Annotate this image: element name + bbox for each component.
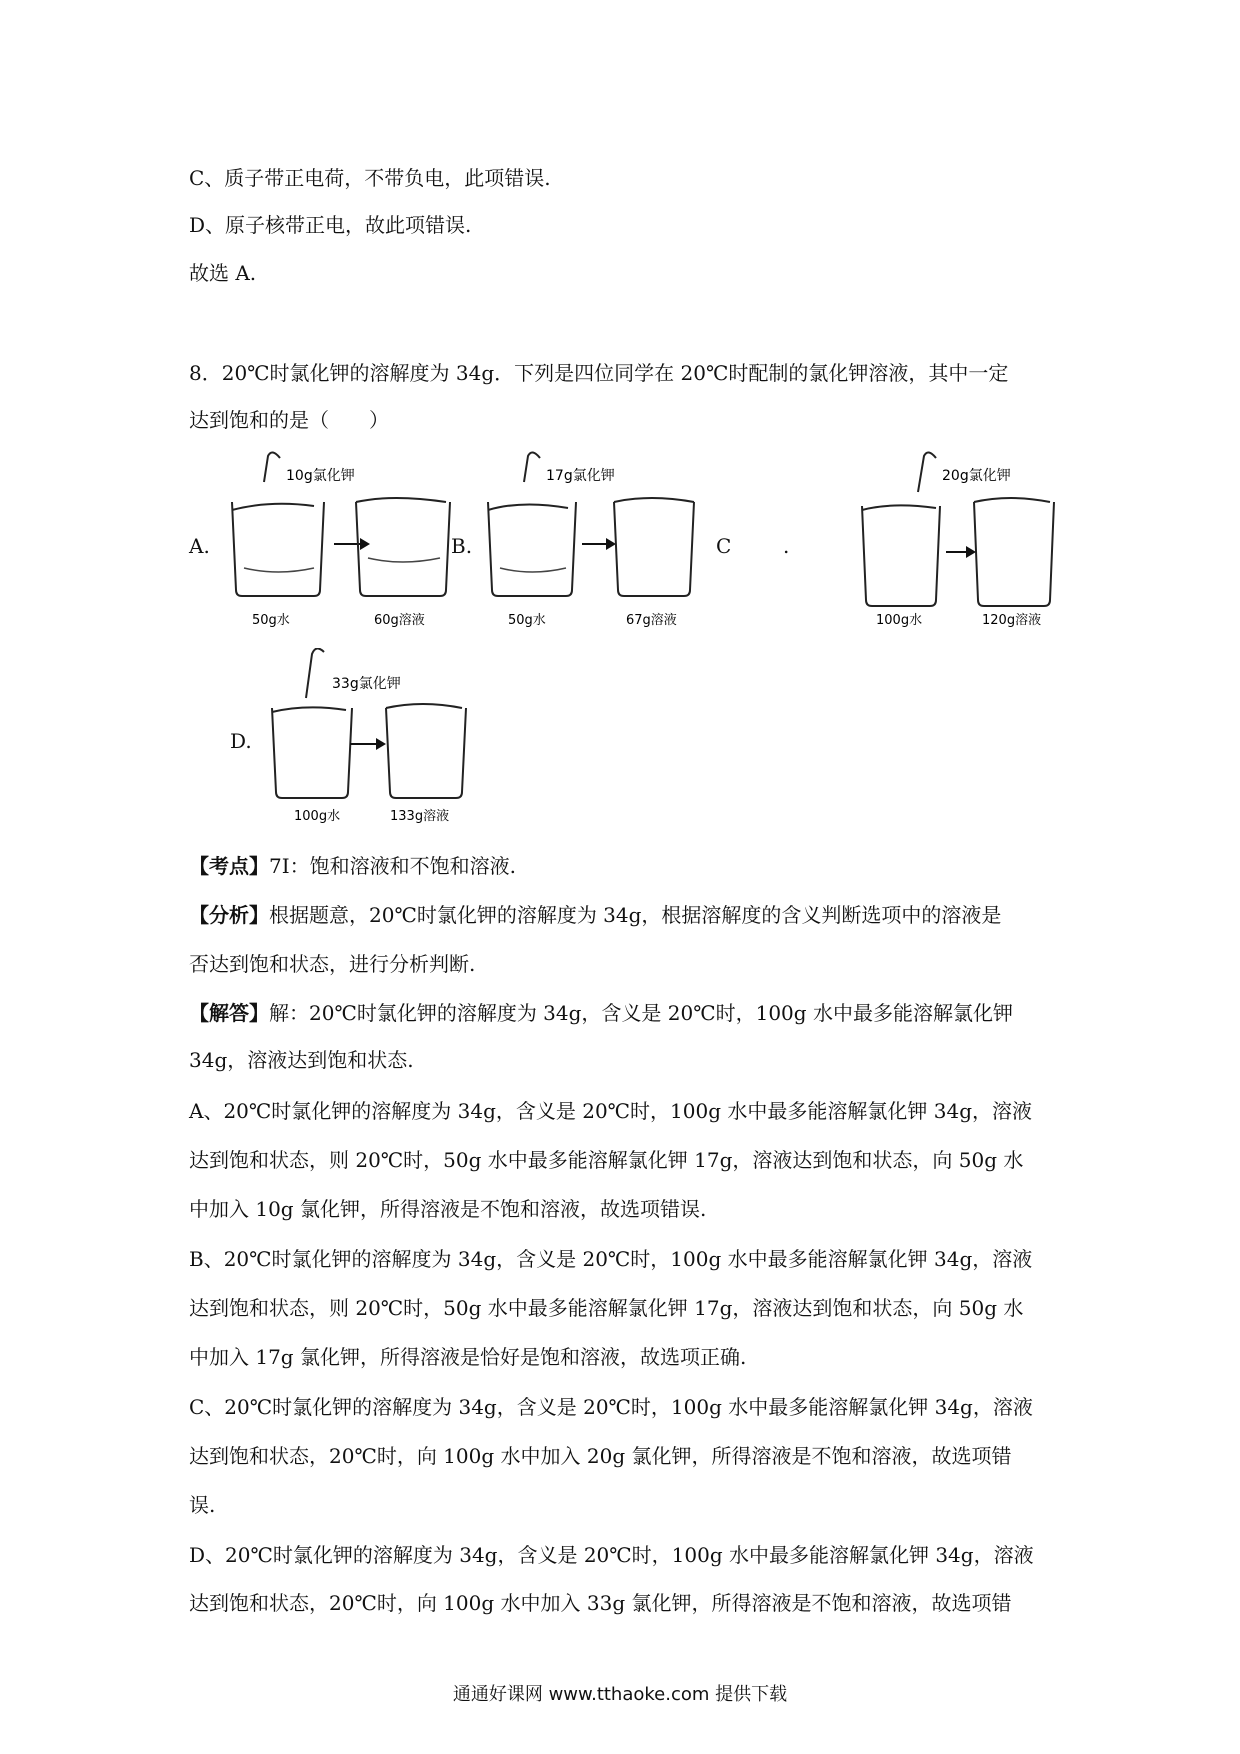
answer-line: 达到饱和状态，20℃时，向 100g 水中加入 33g 氯化钾，所得溶液是不饱和溶液，故选项错 xyxy=(189,1591,1012,1615)
answer-line: 中加入 10g 氯化钾，所得溶液是不饱和溶液，故选项错误. xyxy=(189,1197,707,1221)
right-beaker-icon xyxy=(614,498,694,596)
answer-line: D、20℃时氯化钾的溶解度为 34g，含义是 20℃时，100g 水中最多能溶解氯化钾 34g，溶液 xyxy=(189,1543,1034,1567)
answer-line: 达到饱和状态，则 20℃时，50g 水中最多能溶解氯化钾 17g，溶液达到饱和状态，向 50g 水 xyxy=(189,1296,1024,1320)
spoon-icon xyxy=(306,648,324,698)
spoon-label: 10g氯化钾 xyxy=(286,468,355,484)
jieda-line-2: 34g，溶液达到饱和状态. xyxy=(189,1048,414,1072)
text-line: 故选 A. xyxy=(189,261,257,285)
fenxi-text: 根据题意，20℃时氯化钾的溶解度为 34g，根据溶解度的含义判断选项中的溶液是 xyxy=(269,903,1002,927)
text-line: D、原子核带正电，故此项错误. xyxy=(189,213,472,237)
spoon-icon xyxy=(524,452,540,482)
option-c-label: C xyxy=(716,534,732,558)
kaodian-text: 7I：饱和溶液和不饱和溶液. xyxy=(269,854,516,878)
option-a-figure xyxy=(222,440,468,640)
left-beaker-icon xyxy=(488,502,576,596)
spoon-label: 20g氯化钾 xyxy=(942,468,1011,484)
page-footer: 通通好课网 www.tthaoke.com 提供下载 xyxy=(452,1684,788,1705)
arrow-icon xyxy=(360,538,370,550)
answer-line: C、20℃时氯化钾的溶解度为 34g，含义是 20℃时，100g 水中最多能溶解氯化钾 34g，溶液 xyxy=(189,1395,1033,1419)
spoon-label: 33g氯化钾 xyxy=(332,676,401,692)
option-d-label: D. xyxy=(230,729,252,753)
right-beaker-label: 60g溶液 xyxy=(374,613,425,628)
answer-line: 误. xyxy=(189,1493,216,1517)
option-a-label: A. xyxy=(189,534,210,558)
spoon-icon xyxy=(264,452,280,482)
spoon-icon xyxy=(918,452,936,492)
question-line: 8．20℃时氯化钾的溶解度为 34g．下列是四位同学在 20℃时配制的氯化钾溶液，其中一定 xyxy=(189,361,1009,385)
answer-line: 达到饱和状态，20℃时，向 100g 水中加入 20g 氯化钾，所得溶液是不饱和溶液，故选项错 xyxy=(189,1444,1012,1468)
answer-line: 中加入 17g 氯化钾，所得溶液是恰好是饱和溶液，故选项正确. xyxy=(189,1345,747,1369)
arrow-icon xyxy=(966,546,976,558)
answer-line: B、20℃时氯化钾的溶解度为 34g，含义是 20℃时，100g 水中最多能溶解氯化钾 34g，溶液 xyxy=(189,1247,1033,1271)
right-beaker-icon xyxy=(356,498,450,596)
right-beaker-icon xyxy=(386,704,466,798)
left-beaker-label: 50g水 xyxy=(508,613,546,628)
left-beaker-icon xyxy=(232,502,324,596)
option-b-label: B. xyxy=(451,534,473,558)
right-beaker-label: 67g溶液 xyxy=(626,613,677,628)
text-line: C、质子带正电荷，不带负电，此项错误. xyxy=(189,166,551,190)
option-c-dot: . xyxy=(783,534,790,558)
jieda-label: 【解答】 xyxy=(189,1001,269,1025)
fenxi-line-2: 否达到饱和状态，进行分析判断. xyxy=(189,952,476,976)
left-beaker-icon xyxy=(272,707,352,798)
option-b-figure xyxy=(482,440,702,640)
option-d-figure xyxy=(266,648,476,828)
right-beaker-icon xyxy=(974,498,1054,606)
jieda-line xyxy=(189,999,1013,1027)
kaodian-label: 【考点】 xyxy=(189,854,269,878)
left-beaker-label: 100g水 xyxy=(876,613,923,628)
right-beaker-label: 120g溶液 xyxy=(982,613,1042,628)
left-beaker-label: 100g水 xyxy=(294,809,341,824)
answer-line: A、20℃时氯化钾的溶解度为 34g，含义是 20℃时，100g 水中最多能溶解氯化钾 34g，溶液 xyxy=(189,1099,1032,1123)
fenxi-label: 【分析】 xyxy=(189,903,269,927)
spoon-label: 17g氯化钾 xyxy=(546,468,615,484)
left-beaker-label: 50g水 xyxy=(252,613,290,628)
arrow-icon xyxy=(606,538,616,550)
right-beaker-label: 133g溶液 xyxy=(390,809,450,824)
kaodian-line xyxy=(189,852,516,880)
option-c-figure xyxy=(850,440,1060,640)
fenxi-line xyxy=(189,901,1001,929)
jieda-text: 解：20℃时氯化钾的溶解度为 34g，含义是 20℃时，100g 水中最多能溶解氯化钾 xyxy=(269,1001,1013,1025)
answer-line: 达到饱和状态，则 20℃时，50g 水中最多能溶解氯化钾 17g，溶液达到饱和状态，向 50g 水 xyxy=(189,1148,1024,1172)
arrow-icon xyxy=(376,738,386,750)
question-line: 达到饱和的是（ ） xyxy=(189,408,389,432)
left-beaker-icon xyxy=(862,505,940,606)
